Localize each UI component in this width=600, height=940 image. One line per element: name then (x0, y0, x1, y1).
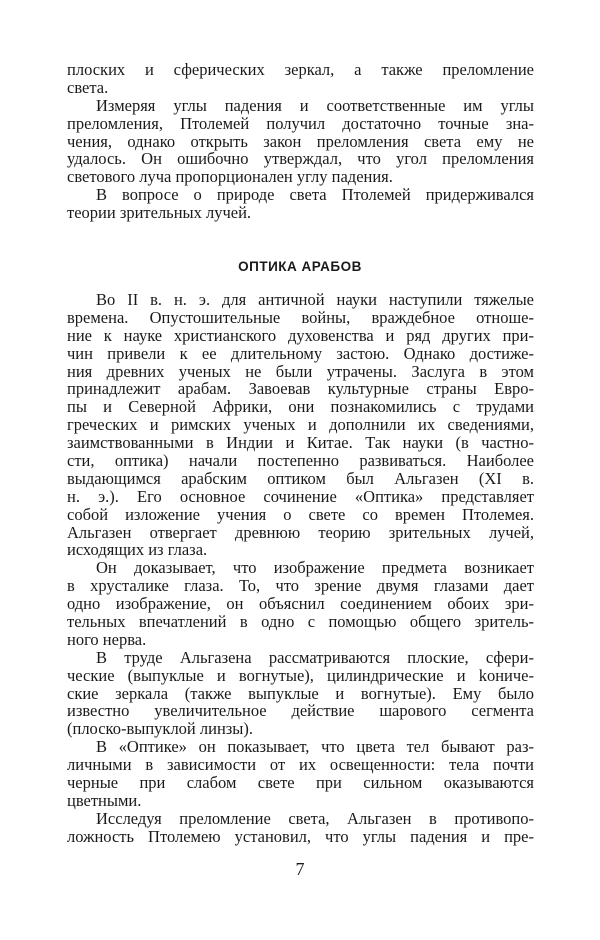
text-line: собой изложение учения о свете со времен Птолемея. (67, 504, 534, 524)
paragraph (67, 61, 534, 97)
paragraph (67, 738, 534, 810)
text-line: ложность Птолемею установил, что углы падения и пре- (67, 826, 534, 846)
text-line: пы и Северной Африки, они познакомились с трудами (67, 397, 534, 417)
text-line: тельных впечатлений в одно с помощью общего зритель- (67, 612, 534, 632)
text-line: (плоско-выпуклой линзы). (67, 719, 253, 739)
text-line: света. (67, 77, 109, 97)
text-line: преломления, Птолемей получил достаточно точные зна- (67, 113, 534, 133)
text-line: греческих и римских ученых и дополнили их сведениями, (67, 415, 534, 435)
text-line: Измеряя углы падения и соответственные им углы (96, 95, 534, 115)
section-heading: ОПТИКА АРАБОВ (238, 259, 362, 274)
text-line: светового луча пропорционален углу падения. (67, 167, 393, 187)
paragraph (67, 559, 534, 648)
paragraph (67, 649, 534, 738)
text-line: выдающимся арабским оптиком был Альгазен (XI в. (67, 468, 534, 488)
text-line: чения, однако открыть закон преломления света ему не (67, 131, 534, 151)
paragraph (67, 97, 534, 186)
text-line: исходящих из глаза. (67, 540, 208, 560)
text-line: сти, оптика) начали постепенно развиваться. Наиболее (67, 451, 534, 471)
text-line: принадлежит арабам. Завоевав культурные страны Евро- (67, 379, 534, 399)
text-line: плоских и сферических зеркал, а также преломление (67, 60, 534, 79)
text-line: удалось. Он ошибочно утверждал, что угол преломления (67, 149, 534, 169)
page-number: 7 (295, 859, 305, 879)
text-line: В «Оптике» он показывает, что цвета тел бывают раз- (96, 737, 534, 757)
text-block-top (67, 61, 534, 222)
text-line: ние к науке христианского духовенства и ряд других при- (67, 325, 534, 345)
text-line: чин привели к ее длительному застою. Однако достиже- (67, 343, 534, 363)
text-line: н. э.). Его основное сочинение «Оптика» представляет (67, 486, 534, 506)
paragraph (67, 291, 534, 559)
text-line: Во II в. н. э. для античной науки наступили тяжелые (96, 290, 534, 309)
text-line: заимствованными в Индии и Китае. Так науки (в частно- (67, 433, 534, 453)
text-line: в хрусталике глаза. То, что зрение двумя глазами дает (67, 576, 534, 596)
paragraph (67, 186, 534, 222)
text-line: черные при слабом свете при сильном оказываются (67, 773, 534, 793)
text-line: Он доказывает, что изображение предмета возникает (96, 558, 534, 578)
text-line: В труде Альгазена рассматриваются плоские, сфери- (96, 647, 534, 667)
text-line: одно изображение, он объяснил соединением обоих зри- (67, 594, 534, 614)
text-line: цветными. (67, 790, 142, 810)
text-line: времена. Опустошительные войны, враждебное отноше- (67, 307, 534, 327)
text-line: В вопросе о природе света Птолемей придерживался (96, 185, 534, 205)
text-line: личными в зависимости от их освещенности: тела почти (67, 755, 534, 775)
paragraph (67, 810, 534, 846)
text-line: Исследуя преломление света, Альгазен в противопо- (96, 808, 534, 828)
text-line: ческие (выпуклые и вогнутые), цилиндрические и koниче- (67, 665, 534, 685)
text-line: ния древних ученых не были утрачены. Заслуга в этом (67, 361, 534, 381)
text-line: ские зеркала (также выпуклые и вогнутые). Ему было (67, 683, 534, 703)
text-block-main (67, 291, 534, 846)
text-line: Альгазен отвергает древнюю теорию зрительных лучей, (67, 522, 534, 542)
text-line: ного нерва. (67, 629, 147, 649)
text-line: теории зрительных лучей. (67, 203, 252, 223)
text-line: известно увеличительное действие шарового сегмента (67, 701, 534, 721)
